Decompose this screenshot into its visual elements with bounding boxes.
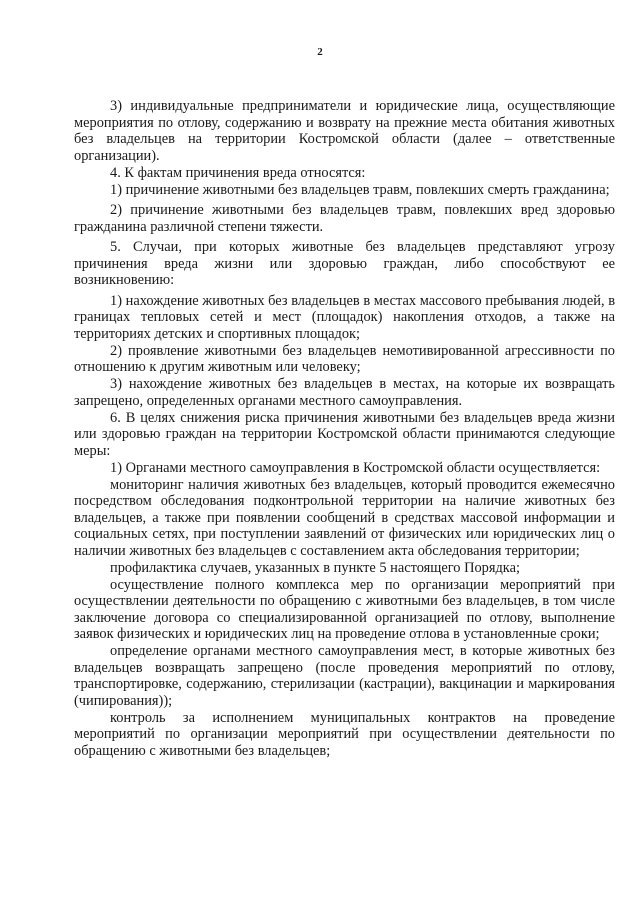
document-body xyxy=(74,98,615,760)
paragraph: мониторинг наличия животных без владельцев, который проводится ежемесячно посредством обследования подконтрольной территории на наличие животных без владельцев, а также при появлении сообщений в средствах массовой информации и социальных сетях, при поступлении заявлений от физических или юридических лиц о наличии животных без владельцев с составлением акта обследования территории; xyxy=(74,476,615,559)
paragraph: определение органами местного самоуправления мест, в которые животных без владельцев возвращать запрещено (после проведения мероприятий по отлову, транспортировке, содержанию, стерилизации (кастрации), вакцинации и маркирования (чипирования)); xyxy=(74,643,615,709)
paragraph: 2) проявление животными без владельцев немотивированной агрессивности по отношению к другим животным или человеку; xyxy=(74,342,615,375)
paragraph: 4. К фактам причинения вреда относятся: xyxy=(110,164,366,181)
paragraph: 3) индивидуальные предприниматели и юридические лица, осуществляющие мероприятия по отлову, содержанию и возврату на прежние места обитания животных без владельцев на территории Костромской области (далее – ответственные организации). xyxy=(74,98,615,164)
paragraph: профилактика случаев, указанных в пункте 5 настоящего Порядка; xyxy=(110,559,520,576)
paragraph: 1) Органами местного самоуправления в Костромской области осуществляется: xyxy=(110,459,601,476)
paragraph: осуществление полного комплекса мер по организации мероприятий при осуществлении деятельности по обращению с животными без владельцев, в том числе заключение договора со специализированной организацией по отлову, выполнение заявок физических и юридических лиц на проведение отлова в установленные сроки; xyxy=(74,576,615,642)
paragraph: 6. В целях снижения риска причинения животными без владельцев вреда жизни или здоровью граждан на территории Костромской области принимаются следующие меры: xyxy=(74,409,615,459)
paragraph: контроль за исполнением муниципальных контрактов на проведение мероприятий по организации мероприятий при осуществлении деятельности по обращению с животными без владельцев; xyxy=(74,709,615,759)
paragraph: 5. Случаи, при которых животные без владельцев представляют угрозу причинения вреда жизни или здоровью граждан, либо способствуют ее возникновению: xyxy=(74,239,615,288)
paragraph: 1) причинение животными без владельцев травм, повлекших смерть гражданина; xyxy=(110,181,610,198)
paragraph: 1) нахождение животных без владельцев в местах массового пребывания людей, в границах тепловых сетей и мест (площадок) накопления отходов, а также на территориях детских и спортивных площадок; xyxy=(74,292,615,342)
paragraph: 3) нахождение животных без владельцев в местах, на которые их возвращать запрещено, определенных органами местного самоуправления. xyxy=(74,376,615,409)
paragraph: 2) причинение животными без владельцев травм, повлекших вред здоровью гражданина различной степени тяжести. xyxy=(74,202,615,235)
page-number: 2 xyxy=(317,46,323,58)
